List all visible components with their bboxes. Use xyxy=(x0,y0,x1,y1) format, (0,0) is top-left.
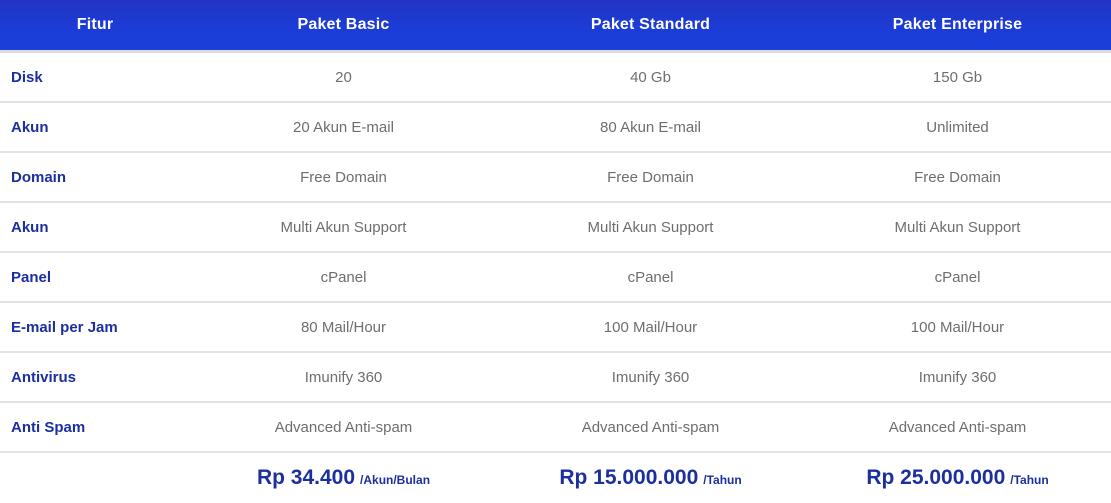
price-amount: Rp 25.000.000 xyxy=(866,466,1006,489)
standard-value: 100 Mail/Hour xyxy=(603,318,698,336)
enterprise-value: Unlimited xyxy=(926,118,989,136)
basic-value: 20 xyxy=(335,68,352,86)
basic-value: Multi Akun Support xyxy=(280,218,407,236)
feature-label: Panel xyxy=(11,268,52,286)
table-row-email-per-jam xyxy=(0,303,1111,353)
header-cell-paket-basic: Paket Basic xyxy=(297,16,390,33)
price-row xyxy=(0,453,1111,503)
basic-value: 20 Akun E-mail xyxy=(293,118,394,136)
price-period: /Tahun xyxy=(703,473,742,487)
price-amount: Rp 15.000.000 xyxy=(559,466,699,489)
table-row-akun-email xyxy=(0,103,1111,153)
header-cell-fitur: Fitur xyxy=(76,16,114,33)
table-row-domain xyxy=(0,153,1111,203)
standard-value: 40 Gb xyxy=(630,68,671,86)
feature-label: Akun xyxy=(11,118,49,136)
price-basic xyxy=(190,466,497,490)
feature-label: E-mail per Jam xyxy=(11,318,118,336)
feature-label: Anti Spam xyxy=(11,418,86,436)
header-cell-paket-enterprise: Paket Enterprise xyxy=(892,16,1023,33)
enterprise-value: Advanced Anti-spam xyxy=(888,418,1027,436)
basic-value: cPanel xyxy=(320,268,367,286)
basic-value: Advanced Anti-spam xyxy=(274,418,413,436)
table-row-anti-spam xyxy=(0,403,1111,453)
feature-label: Disk xyxy=(11,68,43,86)
price-enterprise xyxy=(804,466,1111,490)
table-row-panel xyxy=(0,253,1111,303)
header-cell-paket-standard: Paket Standard xyxy=(590,16,711,33)
enterprise-value: 100 Mail/Hour xyxy=(910,318,1005,336)
table-row-disk xyxy=(0,53,1111,103)
standard-value: Imunify 360 xyxy=(611,368,690,386)
basic-value: Free Domain xyxy=(300,168,387,186)
price-amount: Rp 34.400 xyxy=(256,466,356,489)
standard-value: Advanced Anti-spam xyxy=(581,418,720,436)
basic-value: Imunify 360 xyxy=(304,368,383,386)
table-header-row xyxy=(0,0,1111,53)
standard-value: cPanel xyxy=(627,268,674,286)
table-row-antivirus xyxy=(0,353,1111,403)
feature-label: Akun xyxy=(11,218,49,236)
standard-value: Multi Akun Support xyxy=(587,218,714,236)
price-period: /Akun/Bulan xyxy=(360,473,431,487)
enterprise-value: Free Domain xyxy=(914,168,1001,186)
standard-value: Free Domain xyxy=(607,168,694,186)
enterprise-value: Imunify 360 xyxy=(918,368,997,386)
table-row-akun-multi xyxy=(0,203,1111,253)
feature-label: Domain xyxy=(11,168,67,186)
enterprise-value: Multi Akun Support xyxy=(894,218,1021,236)
enterprise-value: 150 Gb xyxy=(932,68,983,86)
feature-label: Antivirus xyxy=(11,368,77,386)
price-period: /Tahun xyxy=(1010,473,1049,487)
enterprise-value: cPanel xyxy=(934,268,981,286)
price-standard xyxy=(497,466,804,490)
basic-value: 80 Mail/Hour xyxy=(300,318,387,336)
standard-value: 80 Akun E-mail xyxy=(600,118,701,136)
